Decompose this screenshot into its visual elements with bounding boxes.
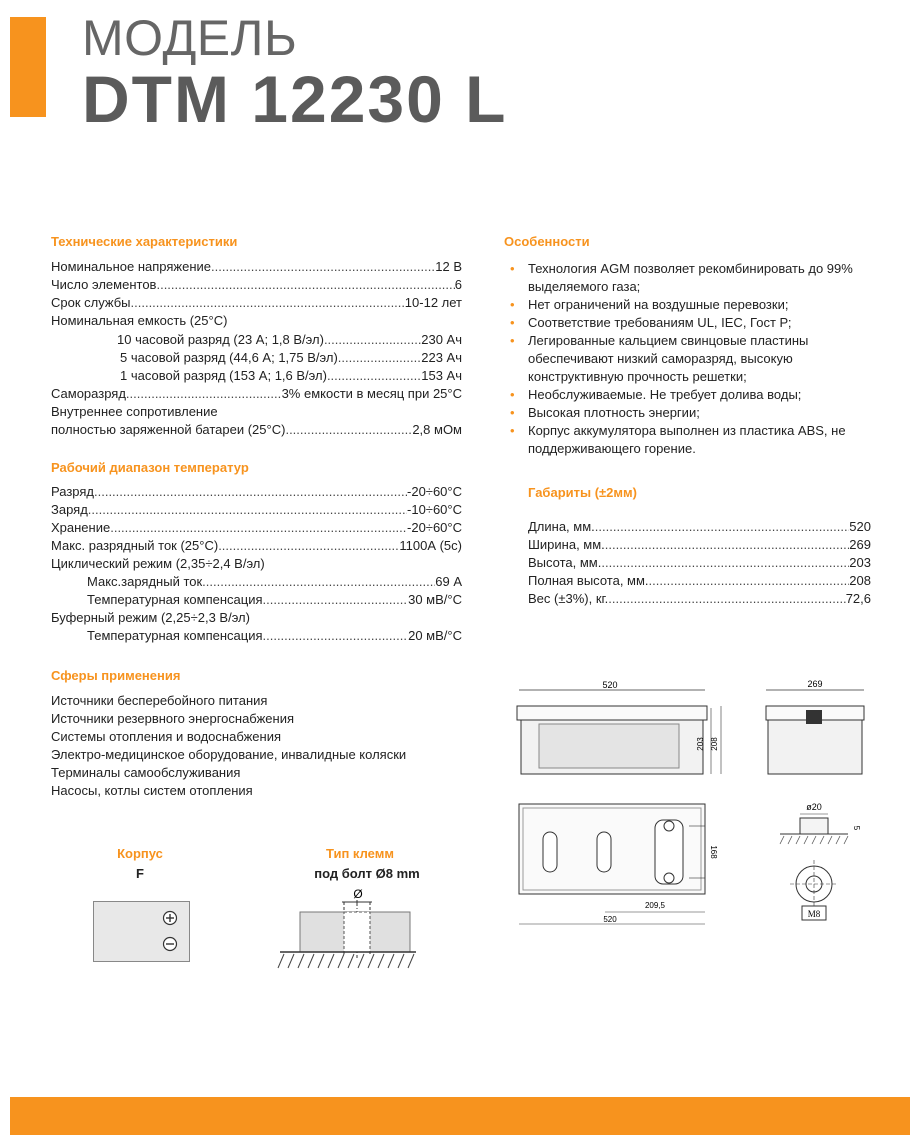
- spec-capacity-5h: 5 часовой разряд (44,6 А; 1,75 В/эл) ..... 223 Ач: [120, 349, 462, 367]
- dim-520-top: 520: [602, 680, 618, 690]
- temp-discharge: Разряд ..... -20÷60°С: [51, 483, 462, 501]
- dim-hole: ø20: [806, 802, 822, 812]
- plus-terminal-icon: [164, 912, 177, 925]
- diameter-symbol: Ø: [353, 887, 363, 901]
- front-view-drawing: [505, 680, 735, 785]
- spec-capacity-title: Номинальная емкость (25°С): [51, 313, 228, 328]
- dim-209-5: 209,5: [644, 901, 666, 910]
- temp-buffer-title: Буферный режим (2,25÷2,3 В/эл): [51, 610, 250, 625]
- application-item: Терминалы самообслуживания: [51, 765, 241, 780]
- temp-charge: Заряд ..... -10÷60°С: [51, 501, 462, 519]
- minus-terminal-icon: [164, 938, 177, 951]
- application-item: Системы отопления и водоснабжения: [51, 729, 282, 744]
- temp-storage: Хранение ..... -20÷60°С: [51, 519, 462, 537]
- feature-item: • Необслуживаемые. Не требует долива воды;: [510, 386, 870, 404]
- temp-cyclic-max-current: Макс.зарядный ток ..... 69 А: [87, 573, 462, 591]
- temp-cyclic-comp: Температурная компенсация ..... 30 мВ/°С: [87, 591, 462, 609]
- dim-203: 203: [696, 737, 705, 751]
- dim-168: 168: [709, 845, 718, 859]
- terminal-detail-drawing: [770, 796, 870, 928]
- temp-buffer-comp: Температурная компенсация ..... 20 мВ/°С: [87, 627, 462, 645]
- side-view-drawing: [760, 680, 870, 785]
- spec-capacity-10h: 10 часовой разряд (23 А; 1,8 В/эл) ..... 230 Ач: [117, 331, 462, 349]
- dim-total-height: Полная высота, мм. ..... 208: [528, 572, 871, 590]
- spec-capacity-1h: 1 часовой разряд (153 А; 1,6 В/эл) ..... 153 Ач: [120, 367, 462, 385]
- applications-heading: Сферы применения: [51, 668, 181, 683]
- dim-gap: 5: [852, 825, 861, 831]
- terminal-label: Тип клемм: [326, 846, 394, 861]
- terminal-value: под болт Ø8 mm: [314, 866, 420, 881]
- dim-weight: Вес (±3%), кг. ..... 72,6: [528, 590, 871, 608]
- terminal-diagram: [278, 884, 418, 970]
- features-heading: Особенности: [504, 234, 590, 249]
- dim-width: Ширина, мм. ..... 269: [528, 536, 871, 554]
- model-name: DTM 12230 L: [82, 62, 508, 136]
- spec-resistance: полностью заряженной батареи (25°С) ..... 2,8 мОм: [51, 421, 462, 439]
- bottom-bar: [10, 1097, 910, 1135]
- spec-service-life: Срок службы ..... 10-12 лет: [51, 294, 462, 312]
- case-value: F: [136, 866, 144, 881]
- features-list: [510, 260, 870, 458]
- application-item: Источники резервного энергоснабжения: [51, 711, 295, 726]
- accent-bar: [10, 17, 46, 117]
- temp-cyclic-title: Циклический режим (2,35÷2,4 В/эл): [51, 556, 265, 571]
- feature-item: • Нет ограничений на воздушные перевозки;: [510, 296, 870, 314]
- dimensions-heading: Габариты (±2мм): [528, 485, 637, 500]
- application-item: Электро-медицинское оборудование, инвалидные коляски: [51, 747, 407, 762]
- temperature-heading: Рабочий диапазон температур: [51, 460, 249, 475]
- top-view-drawing: [505, 800, 720, 930]
- application-item: Источники бесперебойного питания: [51, 693, 268, 708]
- feature-item: • Высокая плотность энергии;: [510, 404, 870, 422]
- feature-item: • Соответствие требованиям UL, IEC, Гост Р;: [510, 314, 870, 332]
- case-diagram: [93, 901, 193, 963]
- spec-cells: Число элементов ..... 6: [51, 276, 462, 294]
- dim-length: Длина, мм. ..... 520: [528, 518, 871, 536]
- feature-item: • Технология AGM позволяет рекомбинировать до 99% выделяемого газа;: [510, 260, 870, 296]
- dim-208: 208: [710, 737, 719, 751]
- feature-item: • Корпус аккумулятора выполнен из пластика ABS, не поддерживающего горение.: [510, 422, 870, 458]
- case-body: [94, 902, 190, 962]
- temp-max-current: Макс. разрядный ток (25°С) ..... 1100А (5с): [51, 537, 462, 555]
- feature-item: • Легированные кальцием свинцовые пластины обеспечивают низкий саморазряд, высокую конструктивную прочность решетки;: [510, 332, 870, 386]
- dim-269: 269: [807, 679, 823, 689]
- model-label: МОДЕЛЬ: [82, 10, 298, 66]
- spec-resistance-title: Внутреннее сопротивление: [51, 404, 218, 419]
- dim-height: Высота, мм. ..... 203: [528, 554, 871, 572]
- spec-nominal-voltage: Номинальное напряжение ..... 12 В: [51, 258, 462, 276]
- case-label: Корпус: [117, 846, 163, 861]
- dim-520-bottom: 520: [603, 915, 617, 924]
- application-item: Насосы, котлы систем отопления: [51, 783, 253, 798]
- spec-self-discharge: Саморазряд ..... 3% емкости в месяц при 25°С: [51, 385, 462, 403]
- specs-heading: Технические характеристики: [51, 234, 238, 249]
- dim-bolt: M8: [807, 909, 821, 919]
